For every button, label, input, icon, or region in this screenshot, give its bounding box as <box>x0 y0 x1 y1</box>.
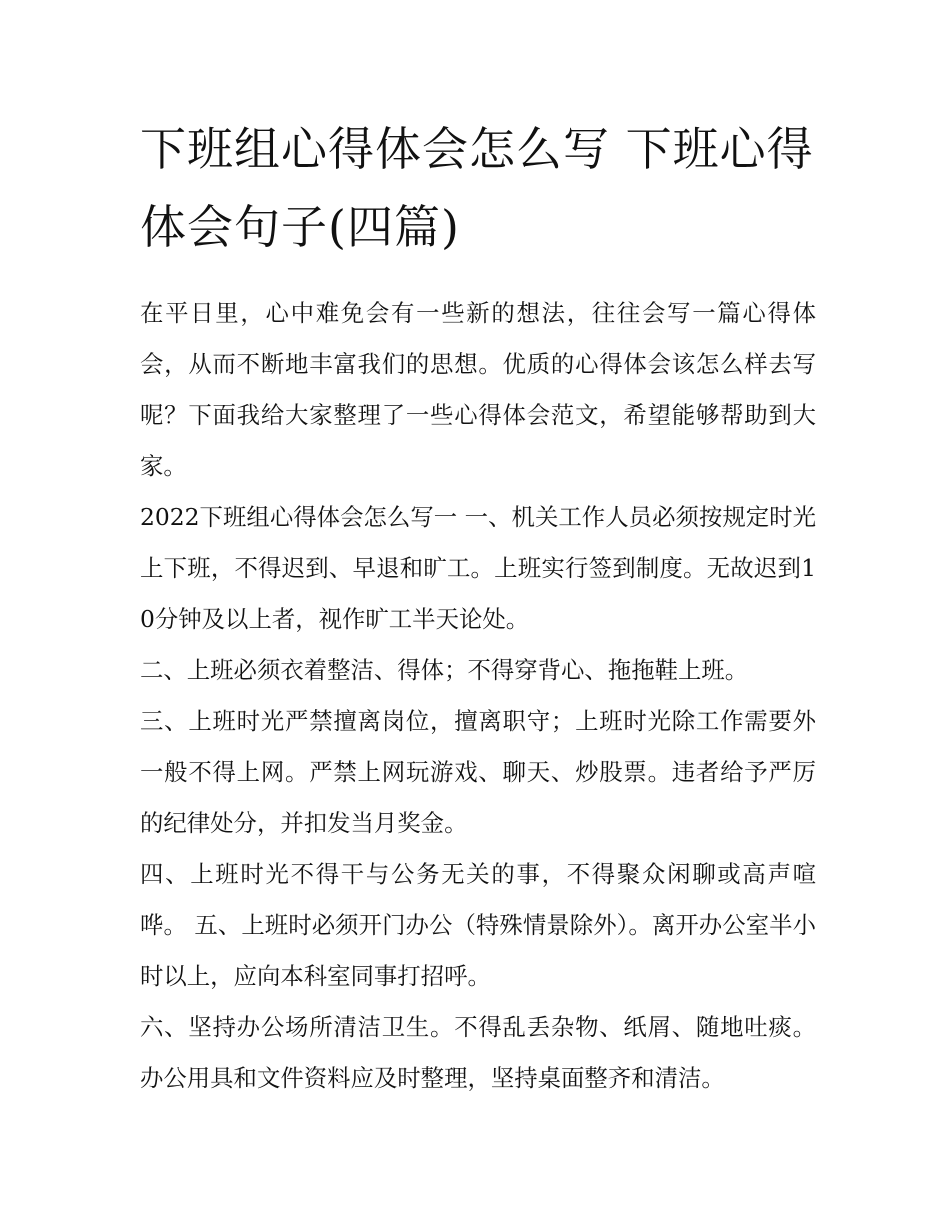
paragraph-intro: 在平日里，心中难免会有一些新的想法，往往会写一篇心得体会，从而不断地丰富我们的思想。优质的心得体会该怎么样去写呢？下面我给大家整理了一些心得体会范文，希望能够帮助到大家。 <box>140 299 816 480</box>
paragraph-rule-2: 二、上班必须衣着整洁、得体；不得穿背心、拖拖鞋上班。 <box>140 656 749 684</box>
document-title: 下班组心得体会怎么写 下班心得体会句子(四篇) <box>140 122 814 254</box>
document-page <box>140 110 816 1104</box>
paragraph-rule-1: 2022下班组心得体会怎么写一 一、机关工作人员必须按规定时光上下班，不得迟到、早退和旷工。上班实行签到制度。无故迟到10分钟及以上者，视作旷工半天论处。 <box>140 503 816 633</box>
paragraph-rule-3: 三、上班时光严禁擅离岗位，擅离职守；上班时光除工作需要外一般不得上网。严禁上网玩游戏、聊天、炒股票。违者给予严厉的纪律处分，并扣发当月奖金。 <box>140 707 816 837</box>
paragraph-rule-6: 六、坚持办公场所清洁卫生。不得乱丢杂物、纸屑、随地吐痰。办公用具和文件资料应及时整理，坚持桌面整齐和清洁。 <box>140 1013 816 1092</box>
paragraph-rule-4-5: 四、上班时光不得干与公务无关的事，不得聚众闲聊或高声喧哗。 五、上班时必须开门办公（特殊情景除外）。离开办公室半小时以上，应向本科室同事打招呼。 <box>140 860 816 990</box>
